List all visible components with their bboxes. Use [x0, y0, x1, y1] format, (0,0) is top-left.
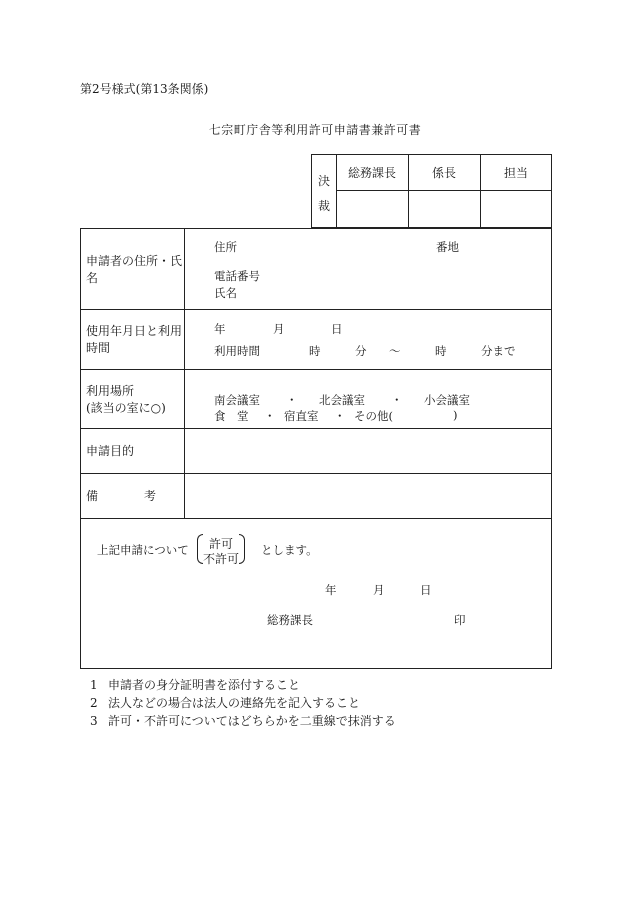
room-separator: ・: [286, 393, 298, 407]
remarks-label-char-2: 考: [143, 489, 156, 503]
room-night-duty[interactable]: 宿直室: [284, 409, 319, 423]
row-divider: [81, 518, 551, 519]
address-label: 住所: [214, 240, 237, 254]
time-label: 利用時間: [214, 344, 260, 358]
room-separator: ・: [391, 393, 403, 407]
approval-stamp-staff[interactable]: [481, 191, 551, 227]
minute-label: 分: [355, 344, 367, 358]
decision-options-bracket: [197, 534, 245, 564]
note-number: 1: [90, 678, 98, 692]
note-number: 3: [90, 714, 98, 728]
notes-list: [90, 676, 396, 730]
purpose-input-area[interactable]: [187, 431, 549, 471]
option-permit[interactable]: 許可: [208, 537, 233, 551]
month-label: 月: [273, 322, 285, 336]
range-tilde: 〜: [389, 344, 401, 358]
approval-col-staff: 担当: [503, 166, 528, 180]
applicant-input-area[interactable]: [187, 231, 549, 307]
decision-month-label: 月: [373, 583, 385, 597]
decision-suffix: とします。: [261, 543, 318, 557]
note-item: [90, 694, 396, 712]
note-item: [90, 712, 396, 730]
note-text: 申請者の身分証明書を添付すること: [108, 678, 301, 692]
note-text: 法人などの場合は法人の連絡先を記入すること: [108, 696, 361, 710]
remarks-input-area[interactable]: [187, 476, 549, 516]
application-form: [80, 228, 552, 669]
room-separator: ・: [264, 409, 276, 423]
phone-label: 電話番号: [214, 269, 260, 283]
name-label: 氏名: [214, 286, 237, 300]
signer-label: 総務課長: [267, 613, 313, 627]
approval-label: [312, 169, 336, 219]
room-north[interactable]: 北会議室: [319, 393, 365, 407]
datetime-label: 使用年月日と利用時間: [86, 324, 183, 355]
day-label: 日: [331, 322, 343, 336]
row-divider: [81, 309, 551, 310]
approval-col-chief: 総務課長: [347, 166, 396, 180]
hour-label: 時: [309, 344, 321, 358]
document-title: 七宗町庁舎等利用許可申請書兼許可書: [208, 123, 422, 137]
approval-block: [311, 154, 552, 228]
place-label: [86, 383, 183, 417]
remarks-label-char-1: 備: [86, 489, 99, 503]
form-number: 第2号様式(第13条関係): [80, 82, 209, 96]
approval-stamp-section-head[interactable]: [409, 191, 479, 227]
approval-stamp-chief[interactable]: [337, 191, 407, 227]
note-item: [90, 676, 396, 694]
decision-prefix: 上記申請について: [97, 543, 189, 557]
year-label: 年: [214, 322, 226, 336]
room-small[interactable]: 小会議室: [424, 393, 470, 407]
row-divider: [81, 428, 551, 429]
decision-year-label: 年: [325, 583, 337, 597]
label-column-divider: [184, 229, 185, 518]
purpose-label: 申請目的: [86, 444, 135, 458]
hour-end-label: 時: [435, 344, 447, 358]
room-other-close: ): [453, 408, 458, 422]
banchi-label: 番地: [436, 240, 459, 254]
option-deny[interactable]: 不許可: [202, 552, 239, 566]
place-label-line2: (該当の室に○): [86, 401, 166, 415]
approval-label-char-1: 決: [317, 174, 330, 188]
row-divider: [81, 473, 551, 474]
place-label-line1: 利用場所: [86, 384, 135, 398]
remarks-label: [86, 487, 156, 504]
note-text: 許可・不許可についてはどちらかを二重線で抹消する: [108, 714, 396, 728]
approval-label-char-2: 裁: [317, 199, 330, 213]
bracket-right-icon: [239, 534, 245, 564]
approval-col-section-head: 係長: [431, 166, 456, 180]
room-south[interactable]: 南会議室: [214, 393, 260, 407]
row-divider: [81, 369, 551, 370]
room-cafeteria[interactable]: 食 堂: [214, 409, 249, 423]
decision-day-label: 日: [420, 583, 432, 597]
minute-end-label: 分まで: [481, 344, 516, 358]
room-other[interactable]: その他(: [354, 409, 393, 423]
seal-label: 印: [454, 613, 466, 627]
applicant-label: 申請者の住所・氏名: [86, 254, 183, 285]
room-separator: ・: [334, 409, 346, 423]
note-number: 2: [90, 696, 98, 710]
